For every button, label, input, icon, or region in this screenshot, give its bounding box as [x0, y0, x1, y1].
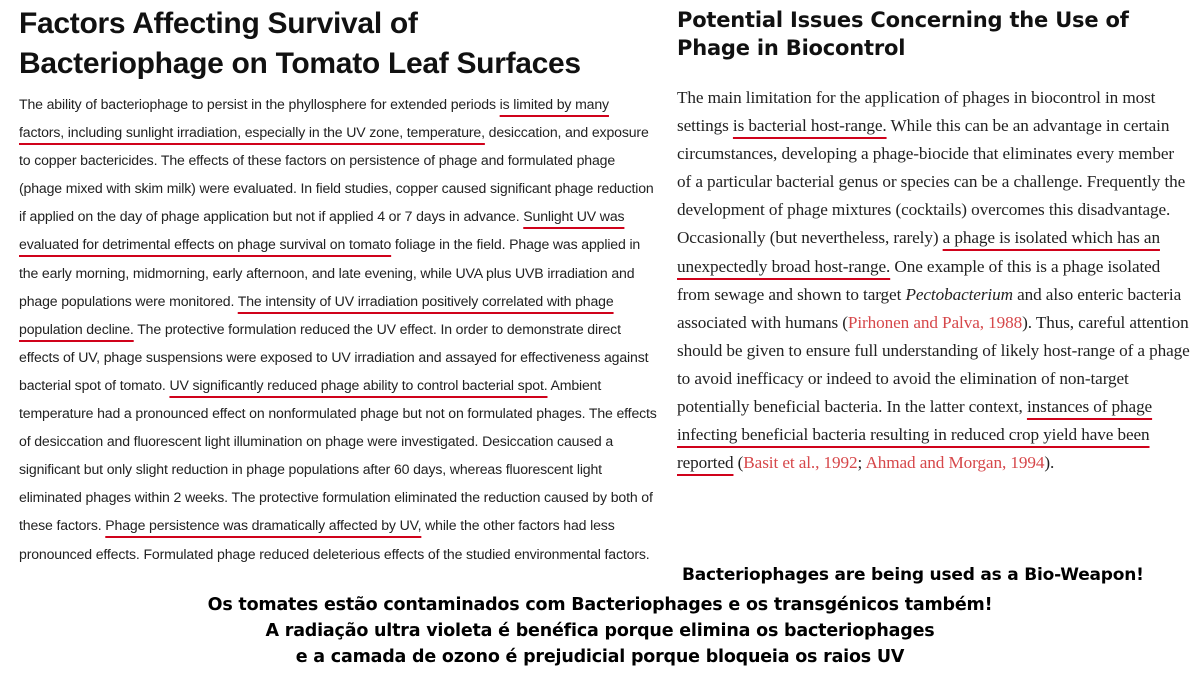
citation-link: Pirhonen and Palva, 1988 — [847, 312, 1023, 332]
body-text: One example of this is a phage isolated from sewage and shown to target — [677, 256, 1161, 304]
portuguese-claim-line-2: A radiação ultra violeta é benéfica porque elimina os bacteriophages — [265, 621, 935, 641]
right-article-title — [677, 6, 1192, 62]
body-text: While this can be an advantage in certain circumstances, developing a phage-biocide that eliminates every member of a particular bacterial genus or species can be a challenge. Frequently the development of phage mixtures (cocktails) overcomes this disadvantage. Occasionally (but nevertheless, rarely) — [677, 116, 1186, 248]
left-title-line-1: Factors Affecting Survival of — [19, 7, 418, 40]
left-article — [19, 4, 659, 568]
underlined-passage: is limited by many factors, including sunlight irradiation, especially in the UV zone, temperature, — [19, 96, 609, 141]
body-text: ; — [857, 453, 866, 473]
english-claim: Bacteriophages are being used as a Bio-Weapon! — [682, 565, 1144, 585]
body-text: The ability of bacteriophage to persist in the phyllosphere for extended periods — [19, 96, 500, 112]
body-text: The main limitation for the application of phages in biocontrol in most settings — [677, 88, 1156, 136]
underlined-passage: is bacterial host-range. — [732, 116, 887, 136]
body-text: ( — [733, 453, 744, 473]
left-article-body — [19, 90, 657, 568]
right-title-line-1: Potential Issues Concerning the Use of — [677, 8, 1129, 32]
body-text: and also enteric bacteria associated with humans ( — [677, 284, 1182, 332]
portuguese-claim-line-3: e a camada de ozono é prejudicial porque bloqueia os raios UV — [295, 647, 905, 667]
left-article-title — [19, 4, 659, 84]
portuguese-claim — [0, 592, 1200, 670]
portuguese-claim-line-1: Os tomates estão contaminados com Bacteriophages e os transgénicos também! — [207, 595, 993, 615]
underlined-passage: instances of phage infecting beneficial bacteria resulting in reduced crop yield have been reported — [677, 397, 1153, 473]
body-text: Ambient temperature had a pronounced effect on nonformulated phage but not on formulated phages. The effects of desiccation and fluorescent light illumination on phage were investigated. Desiccation caused a significant but only slight reduction in phage populations after 60 days, whereas fluorescent light eliminated phages within 2 weeks. The protective formulation eliminated the reduction caused by both of these factors. — [19, 376, 657, 534]
body-text: ). Thus, careful attention should be given to ensure full understanding of likely host-range of a phage to avoid inefficacy or indeed to avoid the elimination of non-target potentially beneficial bacteria. In the latter context, — [677, 312, 1190, 417]
underlined-passage: Sunlight UV was evaluated for detrimental effects on phage survival on tomato — [19, 208, 625, 253]
body-text: foliage in the field. Phage was applied in the early morning, midmorning, early afternoon, and late evening, while UVA plus UVB irradiation and phage populations were monitored. — [19, 236, 641, 309]
italic-term: Pectobacterium — [905, 284, 1013, 304]
body-text: The protective formulation reduced the UV effect. In order to demonstrate direct effects of UV, phage suspensions were exposed to UV irradiation and assayed for effectiveness against bacterial spot of tomato. — [19, 320, 649, 393]
underlined-passage: UV significantly reduced phage ability to control bacterial spot. — [169, 376, 548, 393]
body-text: desiccation, and exposure to copper bactericides. The effects of these factors on persistence of phage and formulated phage (phage mixed with skim milk) were evaluated. In field studies, copper caused significant phage reduction if applied on the day of phage application but not if applied 4 or 7 days in advance. — [19, 124, 654, 225]
citation-link: Basit et al., 1992 — [743, 453, 858, 473]
underlined-passage: The intensity of UV irradiation positively correlated with phage population decline. — [19, 292, 614, 337]
underlined-passage: Phage persistence was dramatically affected by UV, — [105, 517, 422, 534]
right-title-line-2: Phage in Biocontrol — [677, 36, 906, 60]
right-article — [677, 6, 1192, 477]
body-text: while the other factors had less pronounced effects. Formulated phage reduced deleterious effects of the studied environmental factors. — [19, 517, 650, 562]
underlined-passage: a phage is isolated which has an unexpectedly broad host-range. — [677, 228, 1160, 276]
citation-link: Ahmad and Morgan, 1994 — [865, 453, 1045, 473]
left-title-line-2: Bacteriophage on Tomato Leaf Surfaces — [19, 47, 581, 80]
right-article-body — [677, 84, 1192, 477]
body-text: ). — [1044, 453, 1055, 473]
